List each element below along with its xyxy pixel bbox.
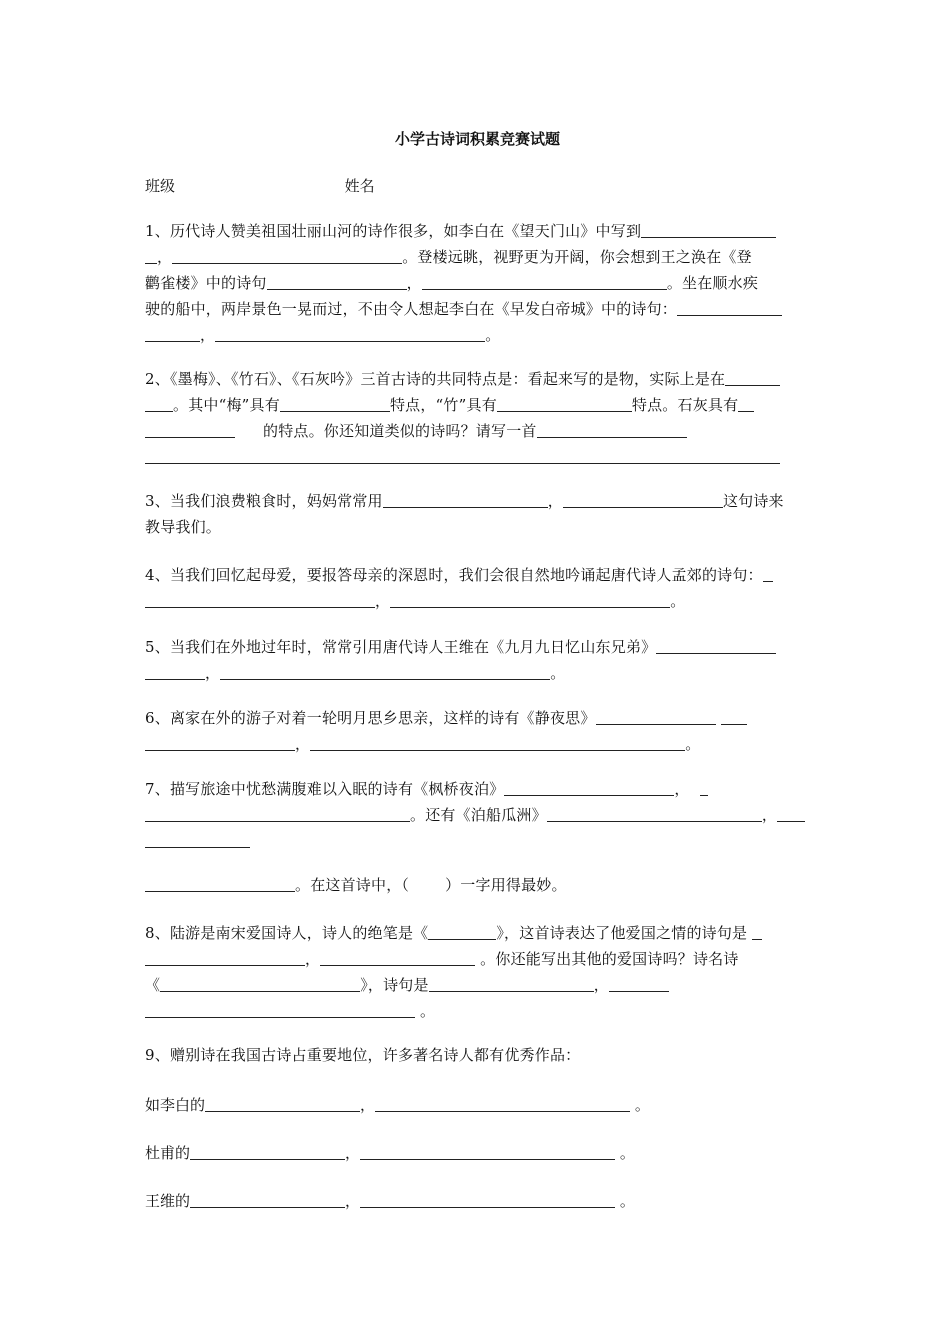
answer-blank[interactable]	[641, 221, 776, 238]
question-9: 9、赠别诗在我国古诗占重要地位，许多著名诗人都有优秀作品：	[145, 1046, 581, 1064]
answer-blank[interactable]	[220, 663, 550, 680]
answer-blank[interactable]	[280, 395, 390, 412]
student-info-row	[145, 175, 375, 196]
answer-blank[interactable]	[375, 1095, 630, 1112]
answer-blank[interactable]	[504, 779, 674, 796]
answer-blank[interactable]	[145, 447, 780, 464]
answer-blank[interactable]	[145, 1001, 415, 1018]
answer-blank[interactable]	[547, 805, 762, 822]
question-9-wang-wei: 王维的 ， 。	[145, 1192, 635, 1210]
answer-blank[interactable]	[145, 421, 235, 438]
answer-blank[interactable]	[215, 325, 485, 342]
answer-blank[interactable]	[725, 369, 780, 386]
answer-blank[interactable]	[172, 247, 402, 264]
class-label: 班级	[145, 177, 176, 195]
answer-blank[interactable]	[160, 975, 360, 992]
answer-blank[interactable]	[422, 273, 667, 290]
question-4: 4、当我们回忆起母爱，要报答母亲的深恩时，我们会很自然地吟诵起唐代诗人孟郊的诗句： ， 。	[145, 562, 810, 614]
answer-blank[interactable]	[537, 421, 687, 438]
answer-blank[interactable]	[656, 637, 776, 654]
question-8: 8、陆游是南宋爱国诗人，诗人的绝笔是《 》，这首诗表达了他爱国之情的诗句是 ， 。你还能写出其他的爱国诗吗？诗名诗 《 》，诗句是 ， 。	[145, 920, 810, 1024]
question-7: 7、描写旅途中忧愁满腹难以入眠的诗有《枫桥夜泊》 ， 。还有《泊船瓜洲》 ，	[145, 776, 810, 854]
answer-blank[interactable]	[145, 949, 305, 966]
answer-blank[interactable]	[428, 923, 496, 940]
answer-blank[interactable]	[497, 395, 632, 412]
question-5: 5、当我们在外地过年时，常常引用唐代诗人王维在《九月九日忆山东兄弟》 ， 。	[145, 634, 810, 686]
answer-blank[interactable]	[383, 491, 548, 508]
answer-blank[interactable]	[267, 273, 407, 290]
answer-blank[interactable]	[310, 734, 685, 751]
answer-blank[interactable]	[145, 591, 375, 608]
name-label: 姓名	[344, 177, 375, 195]
answer-blank[interactable]	[563, 491, 723, 508]
answer-blank[interactable]	[609, 975, 669, 992]
answer-blank[interactable]	[145, 831, 250, 848]
answer-blank[interactable]	[190, 1191, 345, 1208]
answer-blank[interactable]	[320, 949, 475, 966]
question-2: 2、《墨梅》、《竹石》、《石灰吟》三首古诗的共同特点是：看起来写的是物，实际上是在 。其中“梅”具有 特点，“竹”具有 特点。石灰具有 的特点。你还知道类似的诗吗？请写一首	[145, 366, 810, 470]
question-9-li-bai: 如李白的 ， 。	[145, 1096, 650, 1114]
answer-blank[interactable]	[145, 734, 295, 751]
answer-blank[interactable]	[145, 875, 295, 892]
answer-blank[interactable]	[677, 299, 782, 316]
question-3: 3、当我们浪费粮食时，妈妈常常用 ， 这句诗来 教导我们。	[145, 492, 784, 536]
question-6: 6、离家在外的游子对着一轮明月思乡思亲，这样的诗有《静夜思》 ， 。	[145, 705, 810, 757]
question-7-continued: 。在这首诗中，（ ）一字用得最妙。	[145, 872, 810, 898]
question-9-du-fu: 杜甫的 ， 。	[145, 1144, 635, 1162]
answer-blank[interactable]	[360, 1143, 615, 1160]
answer-blank[interactable]	[360, 1191, 615, 1208]
page-title: 小学古诗词积累竞赛试题	[394, 130, 560, 148]
answer-blank[interactable]	[390, 591, 670, 608]
answer-blank[interactable]	[429, 975, 594, 992]
question-1: 1、历代诗人赞美祖国壮丽山河的诗作很多，如李白在《望天门山》中写到 ， 。登楼远眺，视野更为开阔，你会想到王之涣在《登 鹳雀楼》中的诗句 ， 。坐在顺水疾 驶的船中，两岸景色一晃而过，不由令人想起李白在《早发白帝城》中的诗句： ， 。	[145, 218, 810, 348]
answer-blank[interactable]	[190, 1143, 345, 1160]
answer-blank[interactable]	[596, 708, 716, 725]
answer-blank[interactable]	[145, 805, 410, 822]
answer-blank[interactable]	[205, 1095, 360, 1112]
